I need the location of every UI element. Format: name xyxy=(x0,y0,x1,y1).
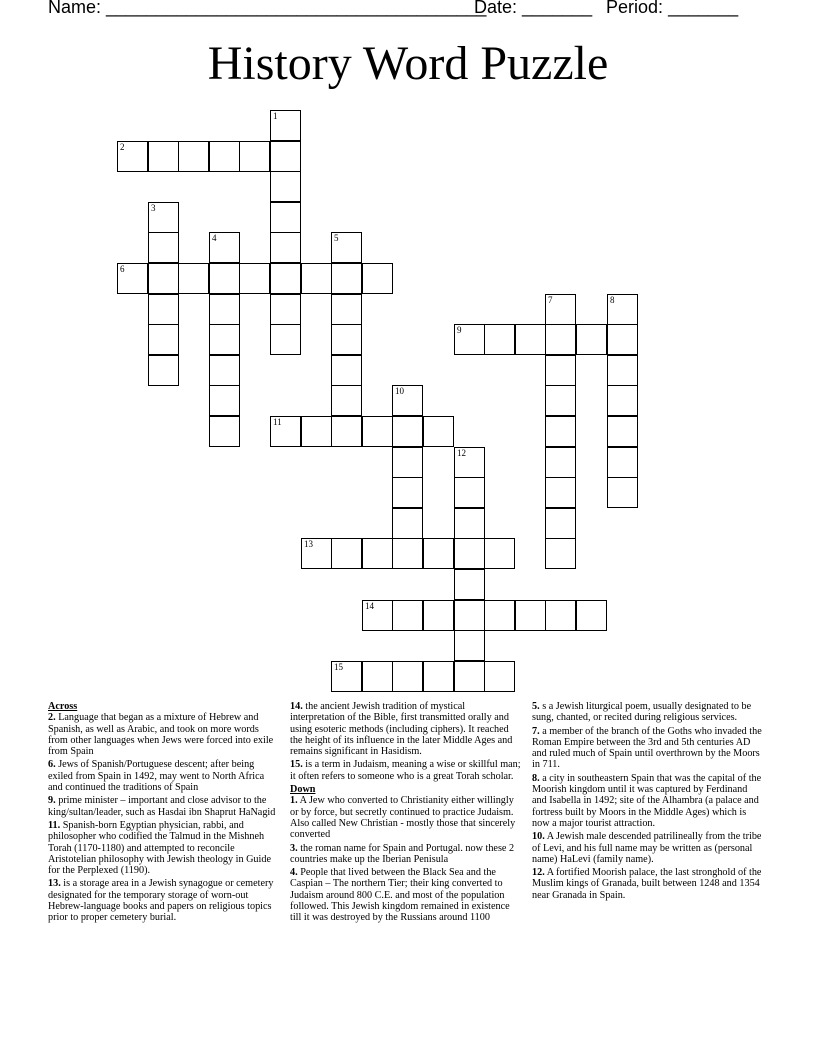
period-field[interactable] xyxy=(606,0,738,18)
clue-across-11: 11. Spanish-born Egyptian physician, rabbi, and philosopher who codified the Talmud in the Mishneh Torah (1170-1180) and attempted to reconcile Aristotelian philosophy with Jewish theology in Guide for the Perplexed (1190). xyxy=(48,819,271,877)
grid-cell[interactable] xyxy=(545,477,576,508)
grid-cell[interactable] xyxy=(301,538,332,569)
clues-column-3 xyxy=(532,701,764,903)
grid-cell[interactable] xyxy=(454,324,485,355)
grid-cell[interactable] xyxy=(209,324,240,355)
grid-cell[interactable] xyxy=(392,447,423,478)
grid-cell[interactable] xyxy=(545,416,576,447)
clue-number: 14 xyxy=(365,601,374,611)
grid-cell[interactable] xyxy=(331,416,362,447)
clue-number: 12 xyxy=(457,448,466,458)
clues-column-2 xyxy=(290,701,522,926)
grid-cell[interactable] xyxy=(209,355,240,386)
clue-number: 2 xyxy=(120,142,125,152)
grid-cell[interactable] xyxy=(392,477,423,508)
grid-cell[interactable] xyxy=(392,385,423,416)
grid-cell[interactable] xyxy=(423,600,454,631)
grid-cell[interactable] xyxy=(331,294,362,325)
grid-cell[interactable] xyxy=(484,538,515,569)
period-line: _______ xyxy=(668,0,739,17)
grid-cell[interactable] xyxy=(454,630,485,661)
clue-down-3: 3. the roman name for Spain and Portugal. now these 2 countries make up the Iberian Penisula xyxy=(290,842,515,865)
clue-number: 4 xyxy=(212,233,217,243)
grid-cell[interactable] xyxy=(545,600,576,631)
grid-cell[interactable] xyxy=(239,263,270,294)
down-heading: Down xyxy=(290,784,316,796)
grid-cell[interactable] xyxy=(607,477,638,508)
grid-cell[interactable] xyxy=(484,600,515,631)
grid-cell[interactable] xyxy=(209,385,240,416)
grid-cell[interactable] xyxy=(178,141,209,172)
grid-cell[interactable] xyxy=(545,355,576,386)
grid-cell[interactable] xyxy=(362,661,393,692)
grid-cell[interactable] xyxy=(331,324,362,355)
clue-across-13: 13. is a storage area in a Jewish synagogue or cemetery designated for the temporary storage of worn-out Hebrew-language books and papers on religious topics prior to proper cemetery burial. xyxy=(48,878,274,924)
clue-across-9: 9. prime minister – important and close advisor to the king/sultan/leader, such as Hasdai ibn Shaprut HaNagid xyxy=(48,795,276,818)
grid-cell[interactable] xyxy=(454,600,485,631)
grid-cell[interactable] xyxy=(454,569,485,600)
clue-number: 5 xyxy=(334,233,339,243)
grid-cell[interactable] xyxy=(148,232,179,263)
grid-cell[interactable] xyxy=(148,324,179,355)
grid-cell[interactable] xyxy=(392,661,423,692)
puzzle-title: History Word Puzzle xyxy=(207,37,609,90)
clue-number: 7 xyxy=(548,295,553,305)
clue-down-12: 12. A fortified Moorish palace, the last stronghold of the Muslim kings of Granada, built between 1248 and 1354 near Granada in Spain. xyxy=(532,867,762,901)
grid-cell[interactable] xyxy=(331,385,362,416)
grid-cell[interactable] xyxy=(607,355,638,386)
grid-cell[interactable] xyxy=(270,324,301,355)
grid-cell[interactable] xyxy=(301,416,332,447)
grid-cell[interactable] xyxy=(148,263,179,294)
grid-cell[interactable] xyxy=(270,202,301,233)
grid-cell[interactable] xyxy=(178,263,209,294)
grid-cell[interactable] xyxy=(209,141,240,172)
grid-cell[interactable] xyxy=(454,538,485,569)
grid-cell[interactable] xyxy=(270,416,301,447)
grid-cell[interactable] xyxy=(331,232,362,263)
grid-cell[interactable] xyxy=(545,508,576,539)
name-label: Name: xyxy=(48,0,102,17)
clue-down-5: 5. s a Jewish liturgical poem, usually designated to be sung, chanted, or recited during religious services. xyxy=(532,701,752,724)
clue-across-2: 2. Language that began as a mixture of Hebrew and Spanish, as well as Arabic, and took on more words from other languages when Jews were forced into exile from Spain xyxy=(48,712,274,758)
grid-cell[interactable] xyxy=(607,447,638,478)
name-field[interactable] xyxy=(48,0,486,18)
grid-cell[interactable] xyxy=(362,263,393,294)
grid-cell[interactable] xyxy=(515,600,546,631)
grid-cell[interactable] xyxy=(331,661,362,692)
grid-cell[interactable] xyxy=(270,232,301,263)
clue-number: 6 xyxy=(120,264,125,274)
grid-cell[interactable] xyxy=(209,263,240,294)
grid-cell[interactable] xyxy=(270,263,301,294)
grid-cell[interactable] xyxy=(270,110,301,141)
grid-cell[interactable] xyxy=(576,324,607,355)
grid-cell[interactable] xyxy=(331,355,362,386)
grid-cell[interactable] xyxy=(423,416,454,447)
grid-cell[interactable] xyxy=(148,141,179,172)
clue-number: 1 xyxy=(273,111,278,121)
grid-cell[interactable] xyxy=(270,294,301,325)
student-info-header xyxy=(48,0,768,21)
clue-across-15: 15. is a term in Judaism, meaning a wise or skillful man; it often refers to someone who is a great Torah scholar. xyxy=(290,759,521,782)
grid-cell[interactable] xyxy=(392,538,423,569)
name-line: ______________________________________ xyxy=(106,0,487,17)
clue-number: 3 xyxy=(151,203,156,213)
grid-cell[interactable] xyxy=(331,538,362,569)
grid-cell[interactable] xyxy=(392,508,423,539)
grid-cell[interactable] xyxy=(209,294,240,325)
grid-cell[interactable] xyxy=(545,538,576,569)
grid-cell[interactable] xyxy=(117,141,148,172)
grid-cell[interactable] xyxy=(301,263,332,294)
grid-cell[interactable] xyxy=(117,263,148,294)
clue-number: 10 xyxy=(395,386,404,396)
date-label: Date: xyxy=(474,0,518,17)
grid-cell[interactable] xyxy=(423,661,454,692)
grid-cell[interactable] xyxy=(362,538,393,569)
clue-down-8: 8. a city in southeastern Spain that was the capital of the Moorish kingdom until it was captured by Ferdinand and Isabella in 1492; site of the Alhambra (a palace and fortress built by Moors in the Middle Ages) which is now a major tourist attraction. xyxy=(532,772,762,829)
grid-cell[interactable] xyxy=(607,324,638,355)
clue-down-7: 7. a member of the branch of the Goths who invaded the Roman Empire between the 3rd and 5th centuries AD and ruled much of Spain until overthrown by the Moors in 711. xyxy=(532,725,762,771)
date-field[interactable] xyxy=(474,0,592,18)
date-line: _______ xyxy=(522,0,593,17)
grid-cell[interactable] xyxy=(545,294,576,325)
grid-cell[interactable] xyxy=(392,416,423,447)
grid-cell[interactable] xyxy=(607,416,638,447)
grid-cell[interactable] xyxy=(392,600,423,631)
grid-cell[interactable] xyxy=(148,202,179,233)
grid-cell[interactable] xyxy=(209,232,240,263)
grid-cell[interactable] xyxy=(545,324,576,355)
grid-cell[interactable] xyxy=(148,355,179,386)
grid-cell[interactable] xyxy=(484,324,515,355)
grid-cell[interactable] xyxy=(454,661,485,692)
grid-cell[interactable] xyxy=(362,600,393,631)
clue-number: 11 xyxy=(273,417,282,427)
grid-cell[interactable] xyxy=(331,263,362,294)
grid-cell[interactable] xyxy=(270,141,301,172)
grid-cell[interactable] xyxy=(545,385,576,416)
clue-across-6: 6. Jews of Spanish/Portuguese descent; after being exiled from Spain in 1492, may went to North Africa and continued the traditions of Spain xyxy=(48,759,265,794)
clue-number: 15 xyxy=(334,662,343,672)
clue-across-14: 14. the ancient Jewish tradition of mystical interpretation of the Bible, first transmitted orally and using esoteric methods (including ciphers). It reached the height of its influence in the later Middle Ages and remains significant in Hasidism. xyxy=(290,701,513,758)
grid-cell[interactable] xyxy=(607,294,638,325)
grid-cell[interactable] xyxy=(545,447,576,478)
grid-cell[interactable] xyxy=(454,447,485,478)
grid-cell[interactable] xyxy=(209,416,240,447)
grid-cell[interactable] xyxy=(454,508,485,539)
clue-number: 8 xyxy=(610,295,615,305)
across-heading: Across xyxy=(48,701,78,712)
clue-number: 9 xyxy=(457,325,462,335)
clue-number: 13 xyxy=(304,539,313,549)
grid-cell[interactable] xyxy=(239,141,270,172)
grid-cell[interactable] xyxy=(484,661,515,692)
grid-cell[interactable] xyxy=(362,416,393,447)
clue-down-10: 10. A Jewish male descended patrilineally from the tribe of Levi, and his full name may be written as (personal name) HaLevi (family name). xyxy=(532,831,762,865)
grid-cell[interactable] xyxy=(515,324,546,355)
grid-cell[interactable] xyxy=(576,600,607,631)
grid-cell[interactable] xyxy=(148,294,179,325)
period-label: Period: xyxy=(606,0,664,17)
grid-cell[interactable] xyxy=(454,477,485,508)
clue-down-4: 4. People that lived between the Black Sea and the Caspian – The northern Tier; their king converted to Judaism around 800 C.E. and most of the population followed. This Jewish kingdom remained in existence till it was destroyed by the Russians around 1100 xyxy=(290,867,510,924)
grid-cell[interactable] xyxy=(607,385,638,416)
grid-cell[interactable] xyxy=(270,171,301,202)
clues-column-1 xyxy=(48,701,280,926)
clue-down-1: 1. A Jew who converted to Christianity either willingly or by force, but secretly continued to practice Judaism. Also called New Christian - mostly those that sincerely converted xyxy=(290,795,516,841)
grid-cell[interactable] xyxy=(423,538,454,569)
